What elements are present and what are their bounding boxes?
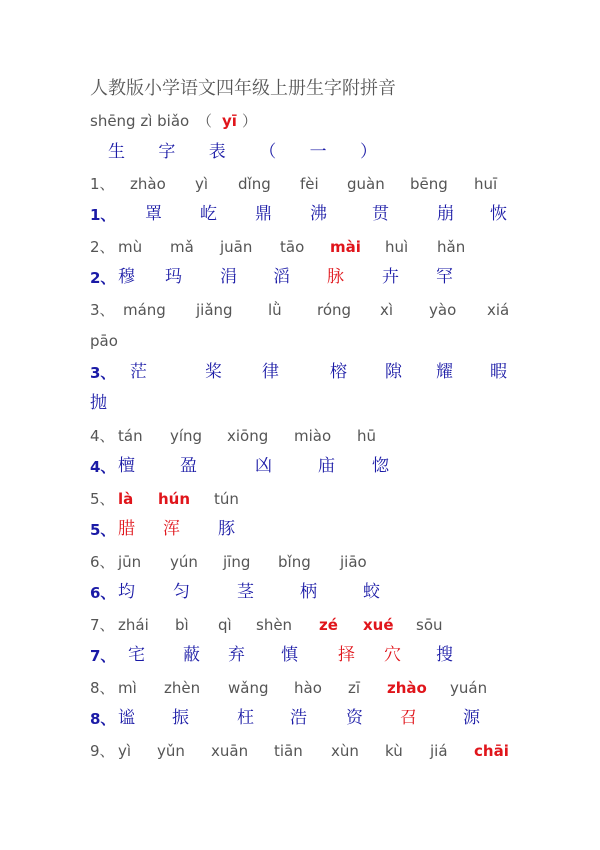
pinyin-syllable: tán (118, 427, 143, 445)
row-number: 3、 (90, 301, 115, 319)
pinyin-syllable: mì (118, 679, 137, 697)
chinese-character: 弃 (228, 645, 245, 665)
pinyin-syllable: zhào (130, 175, 166, 193)
pinyin-syllable: hào (294, 679, 322, 697)
hanzi-row (0, 645, 600, 678)
pinyin-syllable: róng (317, 301, 352, 319)
chinese-character: 谧 (118, 708, 135, 728)
chinese-character: 穆 (118, 267, 135, 287)
row-number: 7、 (90, 616, 115, 634)
pinyin-syllable: jūn (118, 553, 142, 571)
pinyin-row (0, 743, 600, 773)
pinyin-row (0, 554, 600, 584)
pinyin-syllable: jīng (223, 553, 251, 571)
chinese-character: 抛 (90, 393, 107, 413)
pinyin-syllable: mù (118, 238, 143, 256)
pinyin-syllable: wǎng (228, 679, 269, 697)
row-number: 1、 (90, 175, 115, 193)
chinese-character: 隙 (385, 362, 402, 382)
pinyin-syllable: yì (118, 742, 132, 760)
pinyin-syllable: xiōng (227, 427, 269, 445)
pinyin-syllable: yíng (170, 427, 203, 445)
pinyin-syllable: yún (170, 553, 198, 571)
pinyin-syllable: kù (385, 742, 403, 760)
chinese-character: 滔 (273, 267, 290, 287)
chinese-character: 柄 (300, 582, 317, 602)
pinyin-syllable: bēng (410, 175, 448, 193)
pinyin-row (0, 333, 600, 363)
chinese-character: 耀 (436, 362, 453, 382)
chinese-character: 沸 (310, 204, 327, 224)
chinese-character: 搜 (436, 645, 453, 665)
chinese-character: 豚 (218, 519, 235, 539)
pinyin-syllable: mài (330, 238, 361, 256)
chinese-character: 枉 (237, 708, 254, 728)
chinese-character: 桨 (205, 362, 222, 382)
pinyin-syllable: sōu (416, 616, 443, 634)
hanzi-row (0, 456, 600, 489)
chinese-character: 择 (338, 645, 355, 665)
chinese-character: 暇 (490, 362, 507, 382)
pinyin-syllable: tāo (280, 238, 305, 256)
pinyin-row (0, 302, 600, 332)
hanzi-row (0, 708, 600, 741)
pinyin-syllable: mǎ (170, 238, 194, 256)
pinyin-syllable: xué (363, 616, 394, 634)
chinese-character: 匀 (173, 582, 190, 602)
pinyin-syllable: là (118, 490, 134, 508)
chinese-character: 恢 (490, 204, 507, 224)
pinyin-syllable: jiǎng (196, 301, 233, 319)
pinyin-syllable: pāo (90, 332, 118, 350)
row-number: 8、 (90, 710, 116, 728)
chinese-character: 卉 (382, 267, 399, 287)
row-number: 3、 (90, 364, 116, 382)
pinyin-syllable: xuān (211, 742, 249, 760)
pinyin-syllable: tiān (274, 742, 303, 760)
chinese-character: 宅 (128, 645, 145, 665)
row-number: 1、 (90, 206, 116, 224)
pinyin-syllable: yuán (450, 679, 488, 697)
row-number: 7、 (90, 647, 116, 665)
pinyin-syllable: xì (380, 301, 394, 319)
chinese-character: 惚 (372, 456, 389, 476)
row-number: 9、 (90, 742, 115, 760)
pinyin-syllable: lǜ (268, 301, 282, 319)
pinyin-syllable: bì (175, 616, 189, 634)
pinyin-row (0, 239, 600, 269)
hanzi-row (0, 204, 600, 237)
hanzi-row (0, 582, 600, 615)
pinyin-syllable: shèn (256, 616, 293, 634)
chinese-character: 涓 (220, 267, 237, 287)
chinese-character: 腊 (118, 519, 135, 539)
pinyin-row (0, 680, 600, 710)
chinese-character: 律 (262, 362, 279, 382)
hanzi-row (0, 362, 600, 395)
pinyin-syllable: juān (220, 238, 253, 256)
chinese-character: 浑 (163, 519, 180, 539)
subtitle-pinyin: shēng zì biǎo (90, 112, 190, 130)
pinyin-row (0, 176, 600, 206)
row-number: 6、 (90, 553, 115, 571)
pinyin-syllable: jiāo (340, 553, 367, 571)
pinyin-syllable: chāi (474, 742, 509, 760)
pinyin-syllable: huī (474, 175, 498, 193)
pinyin-syllable: hún (158, 490, 191, 508)
chinese-character: 浩 (290, 708, 307, 728)
pinyin-syllable: hǎn (437, 238, 466, 256)
pinyin-row (0, 428, 600, 458)
row-number: 2、 (90, 269, 116, 287)
chinese-character: 玛 (165, 267, 182, 287)
chinese-character: 均 (118, 582, 135, 602)
pinyin-syllable: zhào (387, 679, 427, 697)
row-number: 2、 (90, 238, 115, 256)
pinyin-row (0, 491, 600, 521)
chinese-character: 贯 (372, 204, 389, 224)
pinyin-syllable: zhèn (164, 679, 201, 697)
subtitle-open-paren: （ (197, 112, 213, 130)
chinese-character: 屹 (200, 204, 217, 224)
pinyin-syllable: tún (214, 490, 239, 508)
chinese-character: 脉 (327, 267, 344, 287)
chinese-character: 蔽 (183, 645, 200, 665)
pinyin-syllable: zé (319, 616, 338, 634)
pinyin-syllable: jiá (430, 742, 448, 760)
pinyin-syllable: huì (385, 238, 409, 256)
pinyin-syllable: máng (123, 301, 166, 319)
chinese-character: 崩 (437, 204, 454, 224)
pinyin-syllable: yǔn (157, 742, 185, 760)
row-number: 4、 (90, 427, 115, 445)
pinyin-syllable: bǐng (278, 553, 311, 571)
subtitle-close-paren: ） (242, 112, 258, 130)
pinyin-syllable: zī (348, 679, 361, 697)
row-number: 5、 (90, 490, 115, 508)
chinese-character: 鼎 (255, 204, 272, 224)
hanzi-row (0, 267, 600, 300)
chinese-character: 庙 (318, 456, 335, 476)
pinyin-syllable: yì (195, 175, 209, 193)
pinyin-syllable: xùn (331, 742, 359, 760)
chinese-character: 穴 (384, 645, 401, 665)
chinese-character: 振 (172, 708, 189, 728)
chinese-character: 慎 (281, 645, 298, 665)
document-title: 人教版小学语文四年级上册生字附拼音 (90, 78, 396, 99)
pinyin-syllable: yào (429, 301, 457, 319)
chinese-character: 召 (400, 708, 417, 728)
chinese-character: 茫 (130, 362, 147, 382)
pinyin-syllable: dǐng (238, 175, 271, 193)
pinyin-row (0, 617, 600, 647)
hanzi-row (0, 393, 600, 426)
chinese-character: 资 (346, 708, 363, 728)
chinese-character: 源 (463, 708, 480, 728)
chinese-character: 盈 (180, 456, 197, 476)
pinyin-syllable: fèi (300, 175, 319, 193)
chinese-character: 罩 (145, 204, 162, 224)
chinese-character: 罕 (436, 267, 453, 287)
chinese-character: 茎 (237, 582, 254, 602)
chinese-character: 凶 (255, 456, 272, 476)
chinese-character: 檀 (118, 456, 135, 476)
pinyin-syllable: qì (218, 616, 232, 634)
pinyin-syllable: hū (357, 427, 377, 445)
section-heading: 生 字 表 （ 一 ） (108, 142, 392, 162)
chinese-character: 蛟 (363, 582, 380, 602)
pinyin-syllable: xiá (487, 301, 510, 319)
pinyin-syllable: guàn (347, 175, 385, 193)
row-number: 8、 (90, 679, 115, 697)
hanzi-row (0, 519, 600, 552)
row-number: 4、 (90, 458, 116, 476)
subtitle-number: yī (222, 112, 237, 130)
pinyin-syllable: zhái (118, 616, 149, 634)
row-number: 6、 (90, 584, 116, 602)
chinese-character: 榕 (330, 362, 347, 382)
row-number: 5、 (90, 521, 116, 539)
pinyin-syllable: miào (294, 427, 332, 445)
